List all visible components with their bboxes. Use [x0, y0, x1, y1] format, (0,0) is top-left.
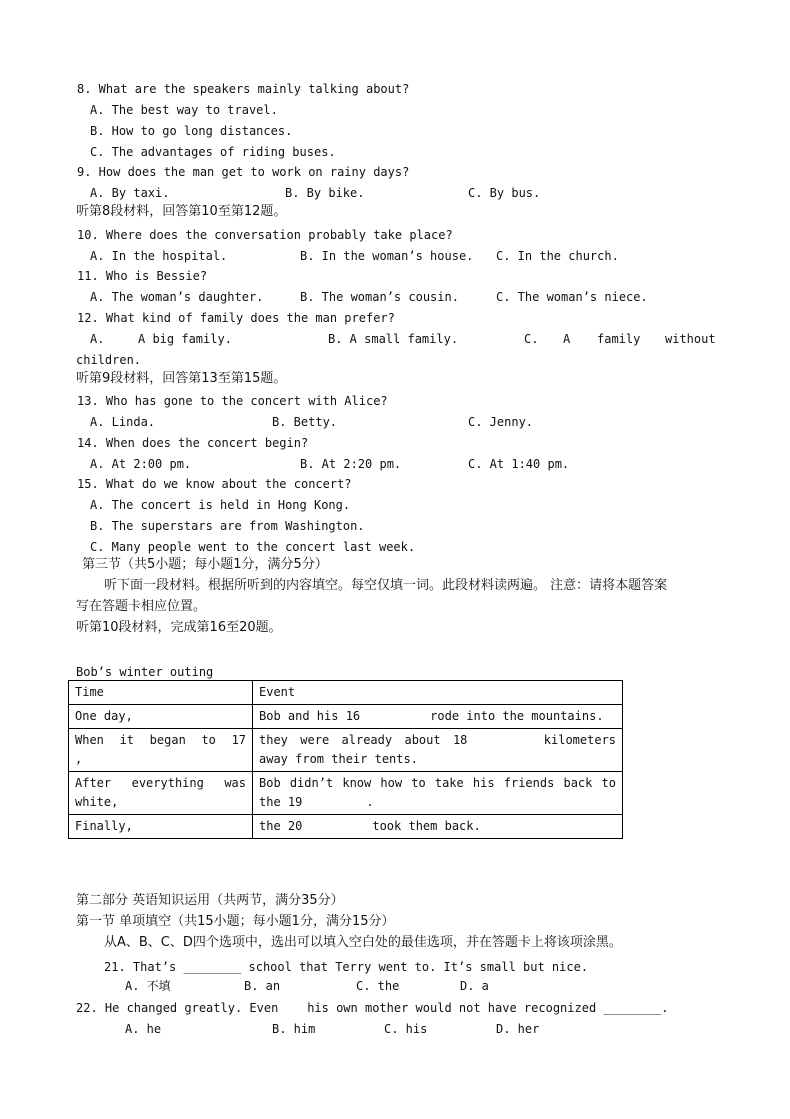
question-15-option-b: B. The superstars are from Washington. [90, 519, 365, 533]
question-22-stem: 22. He changed greatly. Even his own mother would not have recognized ________. [76, 1001, 669, 1015]
question-10-option-c: C. In the church. [496, 249, 619, 263]
blank-19: the 19 [259, 795, 303, 809]
word: they [259, 733, 288, 747]
question-13-stem: 13. Who has gone to the concert with Alice? [77, 394, 388, 408]
table-row [69, 729, 623, 772]
question-15-option-a: A. The concert is held in Hong Kong. [90, 498, 351, 512]
cell-time: One day, [69, 705, 253, 729]
question-14-option-c: C. At 1:40 pm. [468, 457, 570, 471]
segment-10-heading: 听第10段材料，完成第16至20题。 [76, 620, 282, 635]
segment-8-heading: 听第8段材料，回答第10至第12题。 [76, 204, 287, 219]
header-time: Time [69, 681, 253, 705]
word: everything [131, 776, 204, 790]
question-10-option-b: B. In the woman’s house. [300, 249, 474, 263]
table-row [69, 705, 623, 729]
question-15-stem: 15. What do we know about the concert? [77, 477, 352, 491]
word: to [201, 733, 216, 747]
question-10-option-a: A. In the hospital. [90, 249, 228, 263]
word: kilometers [543, 733, 617, 747]
cell-event [253, 772, 623, 815]
word: After [75, 776, 112, 790]
blank-17: 17 [231, 733, 247, 747]
blank-20: the 20 [259, 819, 303, 833]
table-row [69, 815, 623, 839]
question-21-option-c: C. the [356, 979, 400, 993]
question-12-option-c-word1: A [563, 332, 571, 346]
question-14-option-b: B. At 2:20 pm. [300, 457, 402, 471]
word: were [300, 733, 330, 747]
cell-time [69, 729, 253, 772]
question-11-option-c: C. The woman’s niece. [496, 290, 648, 304]
question-21-option-d: D. a [460, 979, 489, 993]
question-12-stem: 12. What kind of family does the man prefer? [77, 311, 395, 325]
section-3-instruction: 听下面一段材料。根据所听到的内容填空。每空仅填一词。此段材料读两遍。 注意：请将本题答案 [104, 578, 668, 593]
section-3-instruction-cont: 写在答题卡相应位置。 [76, 599, 207, 614]
question-14-option-a: A. At 2:00 pm. [90, 457, 192, 471]
word: was [224, 776, 246, 790]
table-row [69, 772, 623, 815]
question-13-option-b: B. Betty. [272, 415, 338, 429]
table-caption: Bob’s winter outing [76, 665, 214, 679]
question-21-option-a: A. 不填 [125, 979, 171, 993]
time-line [75, 731, 246, 750]
question-12-option-c-word2: family [597, 332, 641, 346]
cell-event [253, 729, 623, 772]
question-12-option-c-letter: C. [524, 332, 539, 346]
event-line [259, 731, 616, 750]
question-13-option-c: C. Jenny. [468, 415, 534, 429]
question-15-option-c: C. Many people went to the concert last week. [90, 540, 416, 554]
question-22-option-c: C. his [384, 1022, 428, 1036]
table-header-row [69, 681, 623, 705]
cell-event [253, 815, 623, 839]
section-3-title: 第三节（共5小题；每小题1分，满分5分） [82, 557, 328, 572]
question-12-option-c-word3: without [665, 332, 716, 346]
time-line [75, 774, 246, 793]
question-8-option-a: A. The best way to travel. [90, 103, 278, 117]
part-2-instruction: 从A、B、C、D四个选项中，选出可以填入空白处的最佳选项，并在答题卡上将该项涂黑。 [104, 935, 622, 950]
word: When [75, 733, 104, 747]
question-11-stem: 11. Who is Bessie? [77, 269, 208, 283]
question-9-stem: 9. How does the man get to work on rainy days? [77, 165, 410, 179]
question-22-option-a: A. he [125, 1022, 162, 1036]
question-8-option-c: C. The advantages of riding buses. [90, 145, 336, 159]
question-9-option-b: B. By bike. [285, 186, 365, 200]
question-13-option-a: A. Linda. [90, 415, 156, 429]
event-text: took them back. [372, 819, 481, 833]
question-9-option-a: A. By taxi. [90, 186, 170, 200]
cell-event [253, 705, 623, 729]
time-line: , [75, 752, 83, 766]
segment-9-heading: 听第9段材料，回答第13至第15题。 [76, 371, 287, 386]
question-22-option-b: B. him [272, 1022, 316, 1036]
blank-18: 18 [452, 733, 468, 747]
question-11-option-a: A. The woman’s daughter. [90, 290, 264, 304]
event-text: Bob and his 16 [259, 709, 361, 723]
question-8-stem: 8. What are the speakers mainly talking about? [77, 82, 410, 96]
question-12-option-c-word4: children. [76, 353, 142, 367]
question-11-option-b: B. The woman’s cousin. [300, 290, 459, 304]
word: began [149, 733, 186, 747]
question-14-stem: 14. When does the concert begin? [77, 436, 309, 450]
word: . [366, 795, 374, 809]
word: already [341, 733, 393, 747]
event-line: away from their tents. [259, 752, 418, 766]
question-12-option-a-text: A big family. [138, 332, 232, 346]
header-event: Event [253, 681, 623, 705]
event-line [259, 793, 616, 812]
word: about [404, 733, 441, 747]
cell-time: Finally, [69, 815, 253, 839]
event-text: rode into the mountains. [430, 709, 604, 723]
question-12-option-a-letter: A. [90, 332, 105, 346]
question-21-option-b: B. an [244, 979, 281, 993]
event-line: Bob didn’t know how to take his friends back to [259, 776, 616, 790]
part-2-title: 第二部分 英语知识运用（共两节，满分35分） [76, 893, 344, 908]
question-9-option-c: C. By bus. [468, 186, 541, 200]
question-12-option-b: B. A small family. [328, 332, 459, 346]
question-21-stem: 21. That’s ________ school that Terry went to. It’s small but nice. [104, 960, 589, 974]
question-22-option-d: D. her [496, 1022, 540, 1036]
time-line: white, [75, 795, 119, 809]
question-8-option-b: B. How to go long distances. [90, 124, 293, 138]
question-10-stem: 10. Where does the conversation probably take place? [77, 228, 453, 242]
word: it [119, 733, 135, 747]
cell-time [69, 772, 253, 815]
winter-outing-table [68, 680, 623, 839]
part-2-section-1-title: 第一节 单项填空（共15小题；每小题1分，满分15分） [76, 914, 395, 929]
